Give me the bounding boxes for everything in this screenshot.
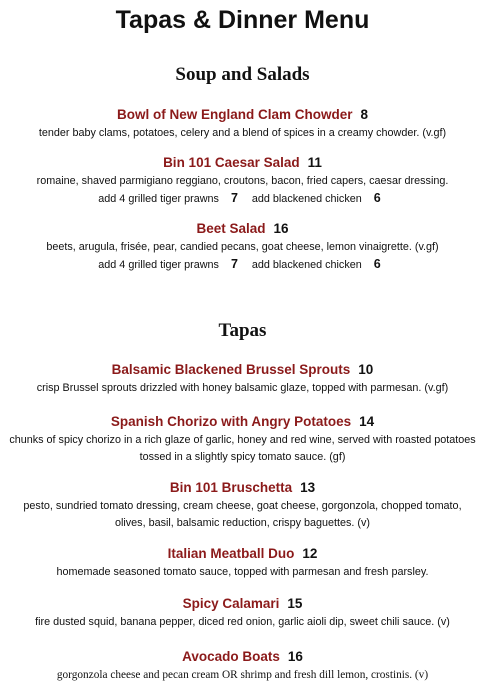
item-price: 8: [360, 107, 369, 122]
item-price: 13: [300, 480, 316, 495]
section-heading-soups: Soup and Salads: [175, 64, 310, 85]
menu-item-caesar: [0, 153, 485, 208]
item-header: [0, 153, 485, 173]
item-header: [0, 412, 485, 432]
item-name: Bin 101 Bruschetta: [169, 480, 293, 495]
section-heading-tapas: Tapas: [218, 320, 267, 341]
item-price: 16: [287, 649, 303, 664]
item-description: homemade seasoned tomato sauce, topped with parmesan and fresh parsley.: [56, 566, 429, 578]
menu-item-chowder: [0, 105, 485, 142]
menu-item-avocado: [0, 647, 485, 684]
menu-item-bruschetta: [0, 478, 485, 531]
item-header: [0, 647, 485, 667]
item-header: [0, 105, 485, 125]
addon-chicken: add blackened chicken: [251, 258, 362, 271]
item-description: beets, arugula, frisée, pear, candied pecans, goat cheese, lemon vinaigrette. (v.gf): [46, 241, 439, 253]
addon-prawns: add 4 grilled tiger prawns: [98, 192, 219, 205]
item-name: Bin 101 Caesar Salad: [163, 155, 300, 170]
addon-row: [0, 190, 485, 208]
item-header: [0, 219, 485, 239]
item-name: Spanish Chorizo with Angry Potatoes: [110, 414, 352, 429]
menu-item-chorizo: [0, 412, 485, 465]
item-name: Italian Meatball Duo: [167, 546, 295, 561]
item-price: 14: [359, 414, 375, 429]
item-description: gorgonzola cheese and pecan cream OR shrimp and fresh dill lemon, crostinis. (v): [56, 669, 429, 681]
item-name: Balsamic Blackened Brussel Sprouts: [111, 362, 351, 377]
item-description: fire dusted squid, banana pepper, diced red onion, garlic aioli dip, sweet chili sauce. (v): [35, 616, 450, 628]
addon-prawns: add 4 grilled tiger prawns: [98, 258, 219, 271]
item-price: 10: [358, 362, 374, 377]
addon-prawns-price: 7: [230, 256, 238, 271]
item-name: Spicy Calamari: [182, 596, 280, 611]
addon-row: [0, 256, 485, 274]
item-header: [0, 478, 485, 498]
item-price: 16: [273, 221, 289, 236]
item-name: Bowl of New England Clam Chowder: [116, 107, 353, 122]
item-description: pesto, sundried tomato dressing, cream cheese, goat cheese, gorgonzola, chopped tomato, olives, basil, balsamic reduction, crispy baguettes. (v): [23, 500, 462, 529]
item-price: 11: [307, 155, 322, 170]
addon-prawns-price: 7: [230, 190, 238, 205]
addon-chicken-price: 6: [373, 256, 381, 271]
menu-item-calamari: [0, 594, 485, 631]
item-price: 12: [302, 546, 318, 561]
item-description: crisp Brussel sprouts drizzled with honey balsamic glaze, topped with parmesan. (v.gf): [36, 382, 449, 394]
menu-item-beet: [0, 219, 485, 274]
item-price: 15: [287, 596, 303, 611]
item-description: tender baby clams, potatoes, celery and a blend of spices in a creamy chowder. (v.gf): [38, 127, 447, 139]
menu-item-meatball: [0, 544, 485, 581]
item-name: Beet Salad: [196, 221, 266, 236]
item-description: chunks of spicy chorizo in a rich glaze of garlic, honey and red wine, served with roasted potatoes tossed in a slightly spicy tomato sauce. (gf): [9, 434, 476, 463]
item-name: Avocado Boats: [182, 649, 280, 664]
menu-item-brussel: [0, 360, 485, 397]
menu-title: Tapas & Dinner Menu: [115, 6, 370, 34]
item-header: [0, 360, 485, 380]
item-header: [0, 544, 485, 564]
addon-chicken: add blackened chicken: [251, 192, 362, 205]
addon-chicken-price: 6: [373, 190, 381, 205]
item-header: [0, 594, 485, 614]
item-description: romaine, shaved parmigiano reggiano, croutons, bacon, fried capers, caesar dressing.: [36, 175, 449, 187]
